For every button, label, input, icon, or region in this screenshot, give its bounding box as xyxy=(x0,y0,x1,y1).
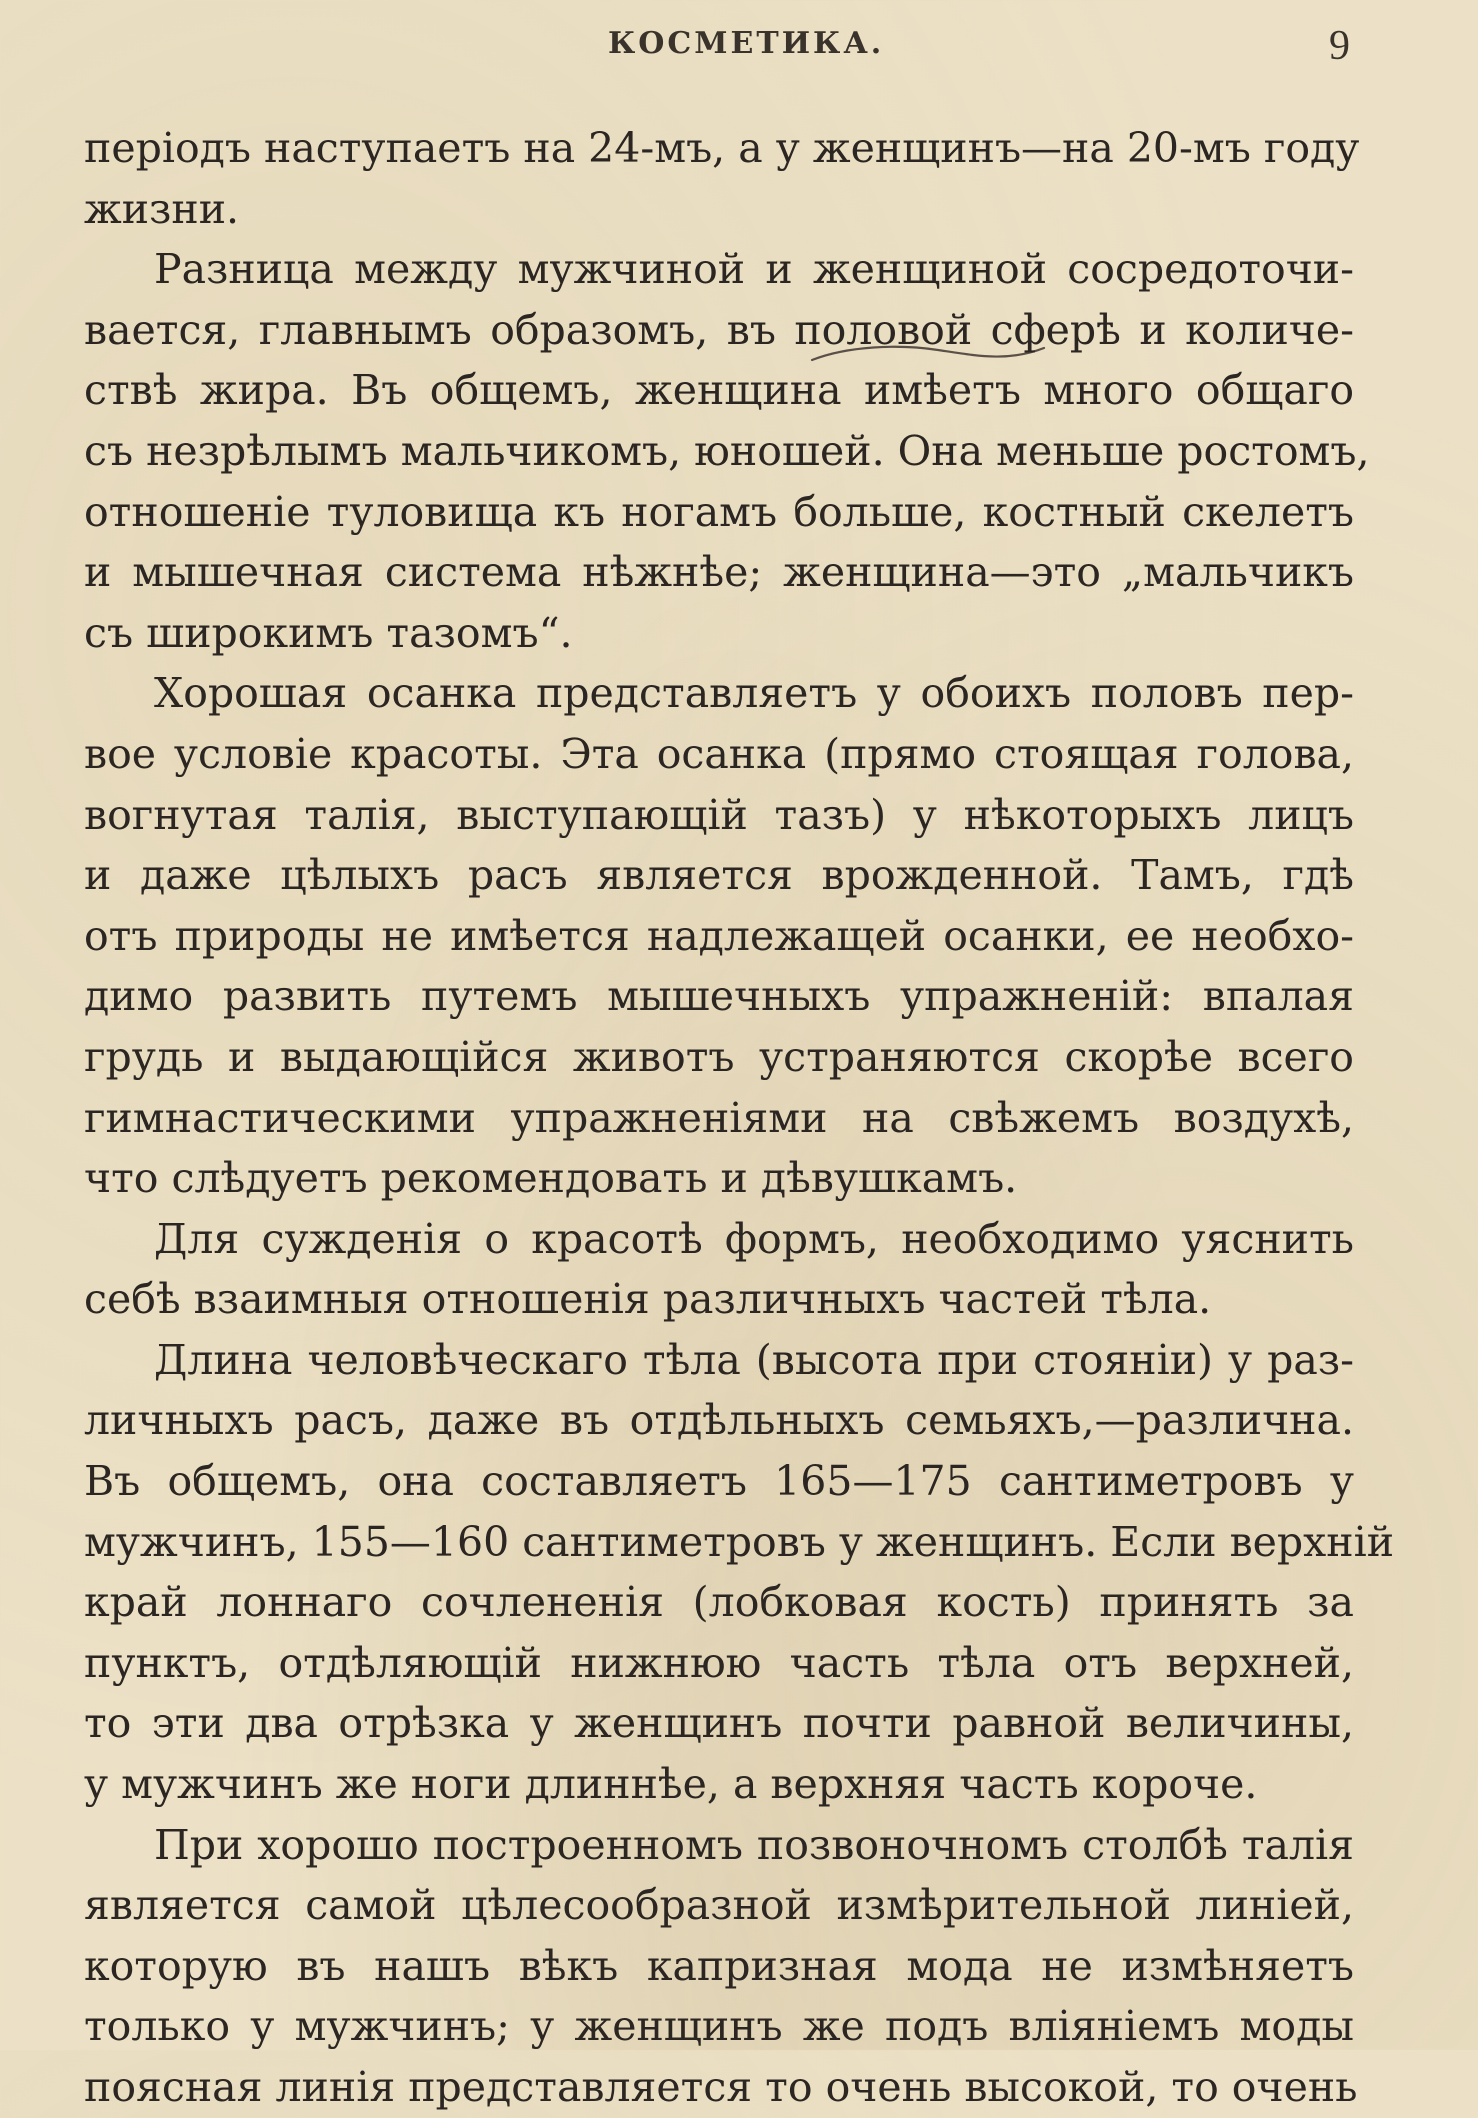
text-line: Длина человѣческаго тѣла (высота при стояніи) у раз- xyxy=(154,1335,1354,1384)
text-line: При хорошо построенномъ позвоночномъ столбѣ талія xyxy=(154,1820,1354,1869)
text-line: у мужчинъ же ноги длиннѣе, а верхняя часть короче. xyxy=(84,1760,1258,1809)
text-line: Для сужденія о красотѣ формъ, необходимо уяснить xyxy=(154,1214,1354,1263)
text-line: отъ природы не имѣется надлежащей осанки, ее необхо- xyxy=(84,911,1354,960)
paragraph xyxy=(84,663,1354,1208)
text-line: отношеніе туловища къ ногамъ больше, костный скелетъ xyxy=(84,487,1354,536)
text-line: вое условіе красоты. Эта осанка (прямо стоящая голова, xyxy=(84,729,1354,778)
paragraph xyxy=(84,1209,1354,1330)
text-line: ствѣ жира. Въ общемъ, женщина имѣетъ много общаго xyxy=(84,366,1354,415)
text-line: только у мужчинъ; у женщинъ же подъ вліяніемъ моды xyxy=(84,2002,1354,2051)
text-line: вогнутая талія, выступающій тазъ) у нѣкоторыхъ лицъ xyxy=(84,790,1354,839)
paragraph xyxy=(84,239,1370,663)
text-line: себѣ взаимныя отношенія различныхъ частей тѣла. xyxy=(84,1275,1212,1324)
page-number: 9 xyxy=(1329,23,1350,69)
text-line: мужчинъ, 155—160 сантиметровъ у женщинъ. Если верхній xyxy=(84,1517,1395,1566)
text-line: пунктъ, отдѣляющій нижнюю часть тѣла отъ верхней, xyxy=(84,1638,1354,1687)
text-line: что слѣдуетъ рекомендовать и дѣвушкамъ. xyxy=(84,1154,1018,1203)
body-text xyxy=(84,118,1395,2118)
running-title: КОСМЕТИКА. xyxy=(608,26,885,61)
text-line: личныхъ расъ, даже въ отдѣльныхъ семьяхъ,—различна. xyxy=(84,1396,1354,1445)
text-line: съ незрѣлымъ мальчикомъ, юношей. Она меньше ростомъ, xyxy=(84,426,1370,475)
text-line: вается, главнымъ образомъ, въ половой сферѣ и количе- xyxy=(84,305,1354,354)
text-line: гимнастическими упражненіями на свѣжемъ воздухѣ, xyxy=(84,1093,1354,1142)
running-head xyxy=(0,22,1478,78)
text-line: грудь и выдающійся животъ устраняются скорѣе всего xyxy=(84,1032,1354,1081)
text-line: Въ общемъ, она составляетъ 165—175 сантиметровъ у xyxy=(84,1457,1354,1506)
text-line: поясная линія представляется то очень высокой, то очень xyxy=(84,2063,1358,2111)
paragraph xyxy=(84,1815,1358,2118)
text-line: которую въ нашъ вѣкъ капризная мода не измѣняетъ xyxy=(84,1941,1354,1990)
text-line: и даже цѣлыхъ расъ является врожденной. Тамъ, гдѣ xyxy=(84,851,1354,900)
text-line: съ широкимъ тазомъ“. xyxy=(84,608,573,657)
text-line: Хорошая осанка представляетъ у обоихъ половъ пер- xyxy=(154,669,1354,718)
text-line: является самой цѣлесообразной измѣрительной линіей, xyxy=(84,1881,1354,1930)
text-line: и мышечная система нѣжнѣе; женщина—это „мальчикъ xyxy=(84,548,1354,597)
paragraph xyxy=(84,118,1360,239)
paragraph xyxy=(84,1330,1395,1815)
text-line: димо развить путемъ мышечныхъ упражненій: впалая xyxy=(84,972,1354,1021)
text-line: жизни. xyxy=(84,184,240,233)
text-line: то эти два отрѣзка у женщинъ почти равной величины, xyxy=(84,1699,1354,1748)
text-line: Разница между мужчиной и женщиной сосредоточи- xyxy=(154,245,1354,294)
text-line: періодъ наступаетъ на 24-мъ, а у женщинъ—на 20-мъ году xyxy=(84,124,1360,172)
text-line: край лоннаго сочлененія (лобковая кость) принять за xyxy=(84,1578,1354,1627)
